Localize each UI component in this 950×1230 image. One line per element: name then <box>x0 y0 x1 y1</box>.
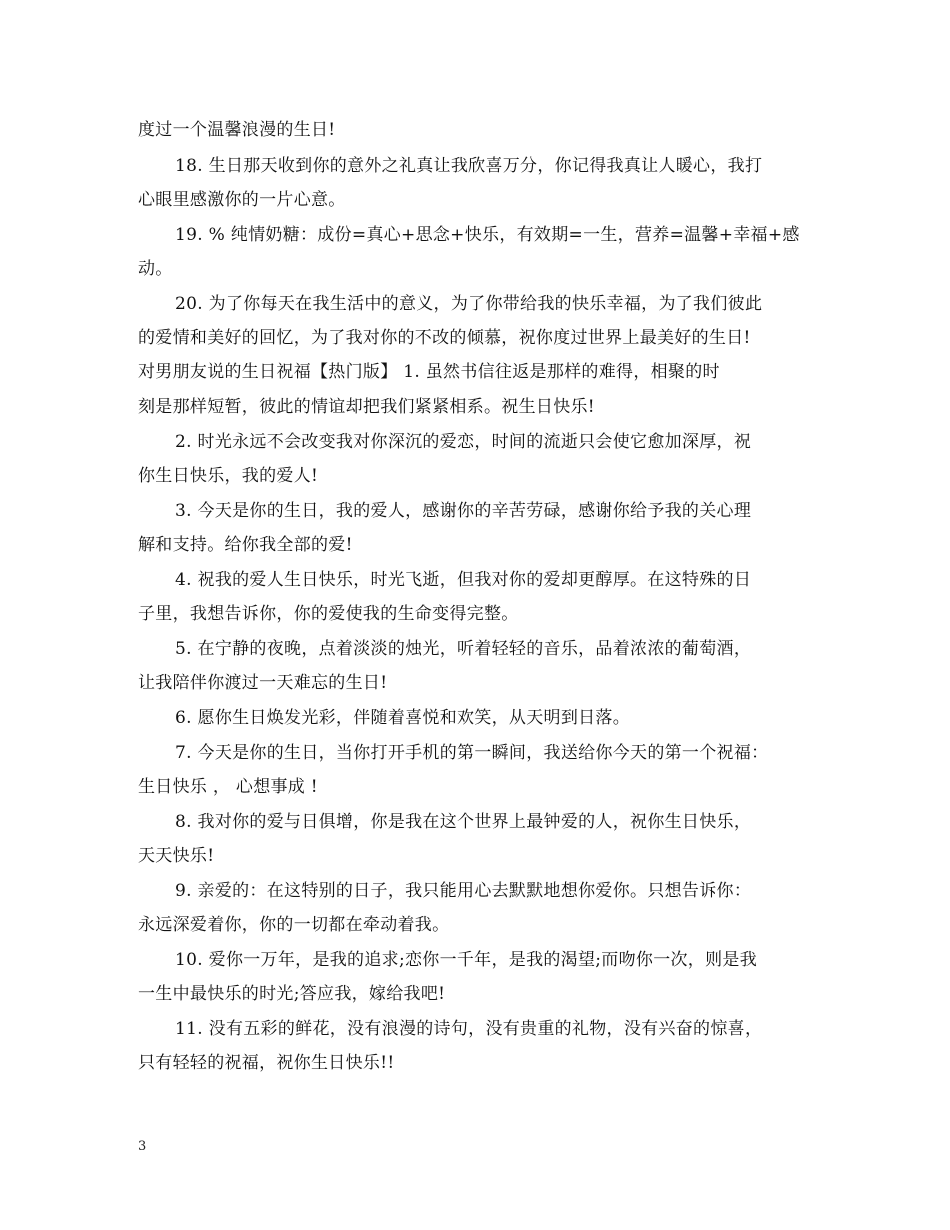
text-line: 度过一个温馨浪漫的生日! <box>138 120 336 140</box>
text-line: 的爱情和美好的回忆，为了我对你的不改的倾慕，祝你度过世界上最美好的生日! <box>138 328 751 348</box>
text-line: 6. 愿你生日焕发光彩，伴随着喜悦和欢笑，从天明到日落。 <box>175 708 631 728</box>
text-line: 解和支持。给你我全部的爱! <box>138 535 353 555</box>
text-line: 19. % 纯情奶糖：成份=真心+思念+快乐，有效期=一生，营养=温馨+幸福+感 <box>175 225 800 245</box>
text-line: 只有轻轻的祝福，祝你生日快乐!! <box>138 1053 395 1073</box>
text-line: 8. 我对你的爱与日俱增，你是我在这个世界上最钟爱的人，祝你生日快乐， <box>175 812 752 832</box>
text-line: 4. 祝我的爱人生日快乐，时光飞逝，但我对你的爱却更醇厚。在这特殊的日 <box>175 570 752 590</box>
text-line: 让我陪伴你渡过一天难忘的生日! <box>138 673 388 693</box>
text-line: 3. 今天是你的生日，我的爱人，感谢你的辛苦劳碌，感谢你给予我的关心理 <box>175 501 752 521</box>
text-line: 10. 爱你一万年，是我的追求;恋你一千年，是我的渴望;而吻你一次，则是我 <box>175 950 757 970</box>
text-line: 11. 没有五彩的鲜花，没有浪漫的诗句，没有贵重的礼物，没有兴奋的惊喜， <box>175 1019 763 1039</box>
page-number: 3 <box>138 1139 147 1154</box>
text-line: 生日快乐 ， 心想事成 ! <box>138 777 318 797</box>
text-line: 子里，我想告诉你，你的爱使我的生命变得完整。 <box>138 604 519 624</box>
text-line: 心眼里感激你的一片心意。 <box>138 190 346 210</box>
text-line: 5. 在宁静的夜晚，点着淡淡的烛光，听着轻轻的音乐，品着浓浓的葡萄酒， <box>175 639 752 659</box>
text-line: 20. 为了你每天在我生活中的意义，为了你带给我的快乐幸福，为了我们彼此 <box>175 294 763 314</box>
text-line: 动。 <box>138 259 173 279</box>
text-line: 2. 时光永远不会改变我对你深沉的爱恋，时间的流逝只会使它愈加深厚，祝 <box>175 432 752 452</box>
section-heading-line: 对男朋友说的生日祝福【热门版】 1. 虽然书信往返是那样的难得，相聚的时 <box>138 362 720 382</box>
text-line: 你生日快乐，我的爱人! <box>138 466 319 486</box>
text-line: 7. 今天是你的生日，当你打开手机的第一瞬间，我送给你今天的第一个祝福： <box>175 743 769 763</box>
text-line: 刻是那样短暂，彼此的情谊却把我们紧紧相系。祝生日快乐! <box>138 397 595 417</box>
text-line: 9. 亲爱的：在这特别的日子，我只能用心去默默地想你爱你。只想告诉你： <box>175 881 752 901</box>
text-line: 一生中最快乐的时光;答应我，嫁给我吧! <box>138 984 446 1004</box>
text-line: 永远深爱着你，你的一切都在牵动着我。 <box>138 915 450 935</box>
text-line: 天天快乐! <box>138 846 215 866</box>
text-line: 18. 生日那天收到你的意外之礼真让我欣喜万分，你记得我真让人暖心，我打 <box>175 156 763 176</box>
